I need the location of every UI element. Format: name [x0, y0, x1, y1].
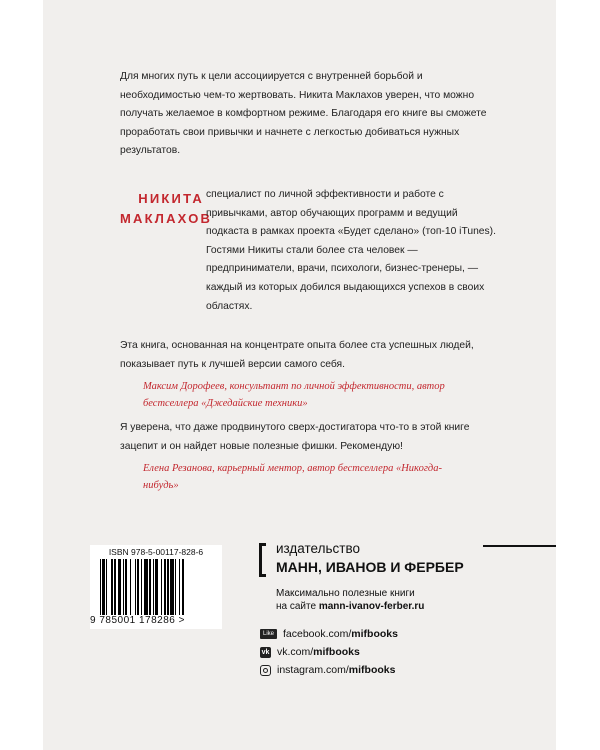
quote-attribution: Елена Резанова, карьерный ментор, автор бестселлера «Никогда-нибудь»	[143, 463, 442, 491]
isbn-label: ISBN 978-5-00117-828-6	[108, 547, 204, 557]
barcode-digits: 9 785001 178286 >	[90, 615, 185, 626]
author-name	[120, 189, 213, 229]
publisher-bracket	[259, 543, 266, 577]
social-instagram[interactable]	[260, 663, 395, 677]
barcode-gap	[184, 559, 185, 615]
barcode	[90, 545, 222, 629]
instagram-icon	[260, 665, 271, 676]
author-bio: специалист по личной эффективности и работе с привычками, автор обучающих программ и ведущий подкаста в рамках проекта «Будет сделано» (топ-10 iTunes). Гостями Никиты стали более ста человек — предприниматели, врачи, психологи, бизнес-тренеры, — каждый из которых добился выдающихся успехов в своих областях.	[206, 189, 496, 312]
quote-text: Я уверена, что даже продвинутого сверх-достигатора что-то в этой книге зацепит и он найдет новые полезные фишки. Рекомендую!	[120, 422, 470, 452]
barcode-bars	[100, 559, 212, 615]
vk-icon: vk	[261, 648, 270, 656]
publisher-site	[276, 600, 424, 614]
site-url[interactable]: mann-ivanov-ferber.ru	[318, 601, 425, 612]
facebook-like-icon: Like	[260, 629, 277, 639]
social-prefix: vk.com/	[277, 646, 314, 658]
quote-text: Эта книга, основанная на концентрате опыта более ста успешных людей, показывает путь к лучшей версии самого себя.	[120, 340, 474, 370]
social-handle: mifbooks	[351, 628, 398, 640]
social-facebook[interactable]	[260, 627, 398, 641]
quote-attribution: Максим Дорофеев, консультант по личной эффективности, автор бестселлера «Джедайские техники»	[143, 381, 445, 409]
publisher-label: издательство	[276, 541, 360, 556]
social-vk[interactable]	[260, 645, 360, 659]
social-handle: mifbooks	[313, 646, 360, 658]
publisher-slogan: Максимально полезные книги	[276, 588, 415, 599]
publisher-name: МАНН, ИВАНОВ И ФЕРБЕР	[276, 559, 464, 575]
site-prefix: на сайте	[276, 601, 319, 612]
social-prefix: instagram.com/	[277, 664, 349, 676]
publisher-rule	[483, 545, 556, 547]
author-first-name: НИКИТА	[138, 191, 204, 206]
intro-paragraph: Для многих путь к цели ассоциируется с внутренней борьбой и необходимостью чем-то жертвовать. Никита Маклахов уверен, что можно получать желаемое в комфортном режиме. Благодаря его книге вы сможете проработать свои привычки и начнете с легкостью добиваться нужных результатов.	[120, 71, 487, 157]
social-prefix: facebook.com/	[283, 628, 352, 640]
social-handle: mifbooks	[348, 664, 396, 676]
author-last-name: МАКЛАХОВ	[120, 211, 213, 226]
